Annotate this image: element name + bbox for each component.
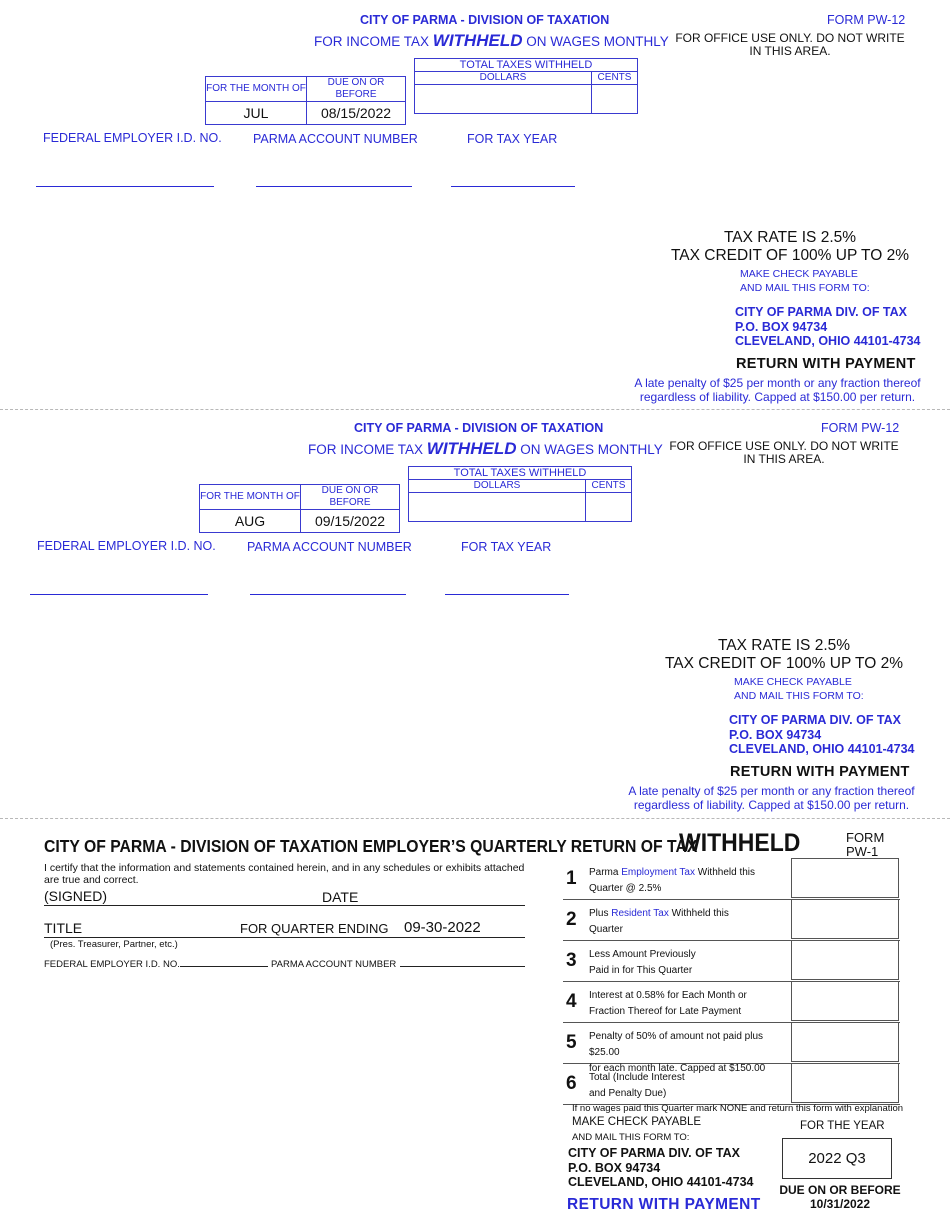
tax-rate: TAX RATE IS 2.5% (723, 229, 857, 246)
subtitle-prefix: FOR INCOME TAX (314, 34, 430, 49)
total-taxes-label: TOTAL TAXES WITHHELD (409, 467, 632, 480)
due-value[interactable]: 08/15/2022 (307, 102, 406, 125)
line-item (563, 1064, 900, 1105)
quarterly-due-label: DUE ON OR BEFORE (779, 1183, 901, 1197)
quarterly-mailing-address (568, 1146, 754, 1190)
make-check-note (734, 675, 864, 703)
line-text-a2: Withheld this (697, 867, 756, 878)
quarter-ending-label: FOR QUARTER ENDING (240, 921, 389, 936)
line-text-b: and Penalty Due) (589, 1088, 667, 1099)
title-line[interactable] (44, 937, 525, 938)
make-check-note (740, 267, 870, 295)
quarterly-account-label: PARMA ACCOUNT NUMBER (271, 959, 397, 970)
office-use-note (669, 440, 899, 466)
dollars-label: DOLLARS (415, 72, 592, 85)
line-number: 2 (566, 909, 577, 930)
title-label: TITLE (44, 920, 83, 936)
tax-credit: TAX CREDIT OF 100% UP TO 2% (670, 247, 910, 264)
line-keyword: Employment Tax (621, 867, 695, 878)
fein-label: FEDERAL EMPLOYER I.D. NO. (43, 131, 222, 145)
total-taxes-table (414, 58, 638, 114)
line-keyword: Resident Tax (611, 908, 669, 919)
due-label: DUE ON OR BEFORE (307, 77, 406, 102)
office-use-line-1: FOR OFFICE USE ONLY. DO NOT WRITE (669, 439, 899, 453)
quarterly-due (775, 1183, 905, 1211)
line-text-b: Quarter @ 2.5% (589, 883, 662, 894)
dollars-label: DOLLARS (409, 480, 586, 493)
quarterly-check-line-1: MAKE CHECK PAYABLE (572, 1116, 702, 1128)
line-number: 1 (566, 868, 577, 889)
year-value: 2022 Q3 (808, 1150, 866, 1167)
line-description (589, 988, 789, 1020)
address-line-1: CITY OF PARMA DIV. OF TAX (568, 1146, 741, 1160)
return-with-payment: RETURN WITH PAYMENT (730, 764, 910, 780)
office-use-note (675, 32, 905, 58)
fein-input-line[interactable] (36, 186, 214, 187)
quarterly-return-with-payment: RETURN WITH PAYMENT (567, 1196, 761, 1213)
quarterly-due-value: 10/31/2022 (809, 1197, 871, 1211)
address-line-3: CLEVELAND, OHIO 44101-4734 (568, 1175, 754, 1189)
cents-label: CENTS (592, 72, 638, 85)
signed-label: (SIGNED) (44, 888, 107, 904)
return-with-payment: RETURN WITH PAYMENT (736, 356, 916, 372)
line-text-a: Interest at 0.58% for Each Month or (589, 990, 747, 1001)
subtitle-prefix: FOR INCOME TAX (308, 442, 424, 457)
line-amount-box[interactable] (791, 858, 899, 898)
address-line-3: CLEVELAND, OHIO 44101-4734 (729, 742, 915, 756)
line-text-a: Plus (589, 908, 609, 919)
line-description (589, 865, 789, 897)
form-id: FORM PW-12 (827, 13, 906, 27)
line-amount-box[interactable] (791, 899, 899, 939)
line-item (563, 859, 900, 900)
line-item (563, 1023, 900, 1074)
form-label: FORM (846, 830, 885, 845)
monthly-voucher-jul (0, 0, 950, 408)
month-label: FOR THE MONTH OF (206, 77, 307, 102)
fein-input-line[interactable] (30, 594, 208, 595)
line-amount-box[interactable] (791, 940, 899, 980)
line-text-a: Parma (589, 867, 619, 878)
quarterly-form-id (846, 831, 884, 859)
line-text-a: Penalty of 50% of amount not paid plus $25.00 (589, 1031, 764, 1058)
month-value[interactable]: AUG (200, 510, 301, 533)
address-line-1: CITY OF PARMA DIV. OF TAX (729, 713, 902, 727)
line-item (563, 982, 900, 1023)
signature-line[interactable] (44, 905, 525, 906)
late-line-2: regardless of liability. Capped at $150.00 per return. (639, 390, 916, 404)
voucher-subtitle (314, 31, 669, 51)
late-line-2: regardless of liability. Capped at $150.00 per return. (633, 798, 910, 812)
cents-input[interactable] (586, 493, 632, 522)
line-text-b: Quarter (589, 924, 623, 935)
voucher-subtitle (308, 439, 663, 459)
line-description (589, 1070, 789, 1102)
due-value[interactable]: 09/15/2022 (301, 510, 400, 533)
line-description (589, 947, 789, 979)
voucher-title: CITY OF PARMA - DIVISION OF TAXATION (360, 13, 610, 27)
for-year-label: FOR THE YEAR (800, 1120, 885, 1132)
subtitle-withheld: WITHHELD (426, 439, 517, 458)
account-label: PARMA ACCOUNT NUMBER (247, 540, 412, 554)
tax-year-label: FOR TAX YEAR (461, 540, 552, 554)
quarterly-title: CITY OF PARMA - DIVISION OF TAXATION EMPLOYER’S QUARTERLY RETURN OF TAX (44, 836, 698, 856)
mailing-address (729, 713, 915, 757)
form-number: PW-1 (846, 844, 879, 859)
office-use-line-2: IN THIS AREA. (749, 44, 831, 58)
subtitle-withheld: WITHHELD (432, 31, 523, 50)
quarter-ending-value[interactable]: 09-30-2022 (404, 919, 481, 936)
check-line-2: AND MAIL THIS FORM TO: (740, 282, 870, 294)
address-line-2: P.O. BOX 94734 (735, 319, 828, 334)
date-label: DATE (322, 889, 359, 905)
total-taxes-table (408, 466, 632, 522)
line-amount-box[interactable] (791, 981, 899, 1021)
tax-year-input-line[interactable] (451, 186, 575, 187)
month-label: FOR THE MONTH OF (200, 485, 301, 510)
mailing-address (735, 305, 921, 349)
line-text-a: Total (Include Interest (589, 1072, 685, 1083)
return-line-items (563, 859, 900, 1105)
line-number: 6 (566, 1073, 577, 1094)
check-line-1: MAKE CHECK PAYABLE (740, 268, 858, 280)
address-line-2: P.O. BOX 94734 (568, 1160, 661, 1175)
line-number: 4 (566, 991, 577, 1012)
line-text-b: Fraction Thereof for Late Payment (589, 1006, 742, 1017)
monthly-voucher-aug (0, 408, 944, 816)
account-label: PARMA ACCOUNT NUMBER (253, 132, 418, 146)
late-penalty-note (624, 784, 919, 812)
late-line-1: A late penalty of $25 per month or any fraction thereof (628, 784, 915, 798)
tax-rate: TAX RATE IS 2.5% (717, 637, 851, 654)
dollars-input[interactable] (409, 493, 586, 522)
subtitle-suffix: ON WAGES MONTHLY (526, 34, 669, 49)
line-text-a2: Withheld this (671, 908, 729, 919)
tax-year-label: FOR TAX YEAR (467, 132, 558, 146)
month-due-table (205, 76, 406, 125)
account-input-line[interactable] (256, 186, 412, 187)
month-value[interactable]: JUL (206, 102, 307, 125)
line-amount-box[interactable] (791, 1063, 899, 1103)
office-use-line-2: IN THIS AREA. (743, 452, 825, 466)
line-amount-box[interactable] (791, 1022, 899, 1062)
line-text-b: for each month late. Capped at $150.00 (589, 1063, 766, 1074)
tax-credit: TAX CREDIT OF 100% UP TO 2% (664, 655, 904, 672)
late-line-1: A late penalty of $25 per month or any fraction thereof (634, 376, 921, 390)
year-box[interactable] (782, 1138, 892, 1179)
check-line-1: MAKE CHECK PAYABLE (734, 676, 852, 688)
total-taxes-label: TOTAL TAXES WITHHELD (415, 59, 638, 72)
quarterly-fein-label: FEDERAL EMPLOYER I.D. NO. (44, 959, 180, 970)
due-label: DUE ON OR BEFORE (301, 485, 400, 510)
line-number: 3 (566, 950, 577, 971)
certify-statement: I certify that the information and statements contained herein, and in any schedules or exhibits attached are true and correct. (44, 862, 525, 886)
tear-line-2 (0, 818, 950, 819)
address-line-2: P.O. BOX 94734 (729, 727, 822, 742)
fein-label: FEDERAL EMPLOYER I.D. NO. (37, 539, 216, 553)
voucher-title: CITY OF PARMA - DIVISION OF TAXATION (354, 421, 604, 435)
dollars-input[interactable] (415, 85, 592, 114)
address-line-1: CITY OF PARMA DIV. OF TAX (735, 305, 908, 319)
subtitle-suffix: ON WAGES MONTHLY (520, 442, 663, 457)
line-item (563, 900, 900, 941)
office-use-line-1: FOR OFFICE USE ONLY. DO NOT WRITE (675, 31, 905, 45)
cents-label: CENTS (586, 480, 632, 493)
form-id: FORM PW-12 (821, 421, 900, 435)
check-line-2: AND MAIL THIS FORM TO: (734, 690, 864, 702)
cents-input[interactable] (592, 85, 638, 114)
line-description (589, 906, 789, 938)
no-wages-note: If no wages paid this Quarter mark NONE and return this form with explanation (572, 1103, 904, 1114)
quarterly-withheld: WITHHELD (679, 829, 801, 857)
quarterly-check-line-2: AND MAIL THIS FORM TO: (572, 1132, 690, 1143)
late-penalty-note (630, 376, 925, 404)
address-line-3: CLEVELAND, OHIO 44101-4734 (735, 334, 921, 348)
tax-year-input-line[interactable] (445, 594, 569, 595)
line-item (563, 941, 900, 982)
quarterly-fein-line[interactable] (180, 966, 268, 967)
month-due-table (199, 484, 400, 533)
account-input-line[interactable] (250, 594, 406, 595)
quarterly-account-line[interactable] (400, 966, 525, 967)
line-text-a: Less Amount Previously (589, 949, 696, 960)
title-note: (Pres. Treasurer, Partner, etc.) (50, 939, 178, 950)
line-number: 5 (566, 1032, 577, 1053)
line-text-b: Paid in for This Quarter (589, 965, 693, 976)
